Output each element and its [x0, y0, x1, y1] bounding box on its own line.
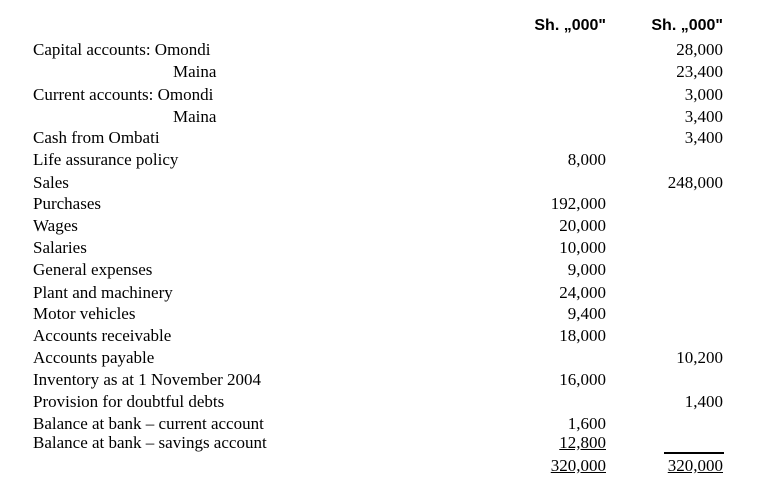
table-row: [0, 39, 783, 61]
row-label: Inventory as at 1 November 2004: [33, 370, 262, 389]
table-row: [0, 325, 783, 347]
row-col2-value: 1,400: [684, 392, 723, 411]
table-row: [0, 391, 783, 413]
row-label: Maina: [173, 62, 217, 81]
row-label: Maina: [173, 107, 217, 126]
table-row: [0, 369, 783, 391]
row-label: Capital accounts: Omondi: [33, 40, 211, 59]
row-label: General expenses: [33, 260, 153, 279]
table-row: [0, 347, 783, 369]
row-col1-value: 9,400: [567, 304, 606, 323]
row-col2-value: 3,400: [684, 128, 723, 147]
row-label: Plant and machinery: [33, 283, 173, 302]
row-col2-value: 23,400: [676, 62, 723, 81]
table-row: [0, 172, 783, 194]
row-label: Wages: [33, 216, 78, 235]
row-col2-value: 248,000: [667, 173, 723, 192]
table-row: [0, 303, 783, 325]
table-row: [0, 84, 783, 106]
row-label: Accounts payable: [33, 348, 155, 367]
total-col1: 320,000: [550, 456, 606, 475]
table-row: [0, 215, 783, 237]
row-label: Provision for doubtful debts: [33, 392, 225, 411]
row-label: Life assurance policy: [33, 150, 179, 169]
row-col1-value: 8,000: [567, 150, 606, 169]
row-label: Purchases: [33, 194, 101, 213]
row-col1-value: 18,000: [559, 326, 606, 345]
row-label: Balance at bank – savings account: [33, 433, 267, 452]
table-row: [0, 259, 783, 281]
table-row: [0, 432, 783, 454]
column-header-2: Sh. „000": [651, 17, 723, 34]
total-col2: 320,000: [667, 456, 723, 475]
row-col1-value: 20,000: [559, 216, 606, 235]
row-col1-value: 9,000: [567, 260, 606, 279]
row-label: Balance at bank – current account: [33, 414, 264, 433]
table-row: [0, 127, 783, 149]
totals-row: [0, 455, 783, 477]
table-row: [0, 193, 783, 215]
table-row: [0, 106, 783, 128]
row-col2-value: 10,200: [676, 348, 723, 367]
row-col1-value: 1,600: [567, 414, 606, 433]
row-col1-value: 16,000: [559, 370, 606, 389]
row-col2-value: 28,000: [676, 40, 723, 59]
table-row: [0, 282, 783, 304]
row-label: Current accounts: Omondi: [33, 85, 214, 104]
row-col1-value: 192,000: [550, 194, 606, 213]
row-label: Motor vehicles: [33, 304, 136, 323]
column-header-1: Sh. „000": [534, 17, 606, 34]
row-col1-value: 12,800: [559, 433, 606, 452]
row-label: Salaries: [33, 238, 87, 257]
row-col2-value: 3,400: [684, 107, 723, 126]
table-row: [0, 61, 783, 83]
table-row: [0, 149, 783, 171]
row-col1-value: 24,000: [559, 283, 606, 302]
row-label: Cash from Ombati: [33, 128, 160, 147]
table-row: [0, 237, 783, 259]
row-label: Accounts receivable: [33, 326, 172, 345]
row-col2-value: 3,000: [684, 85, 723, 104]
row-label: Sales: [33, 173, 69, 192]
row-col1-value: 10,000: [559, 238, 606, 257]
total-rule: [664, 452, 724, 454]
